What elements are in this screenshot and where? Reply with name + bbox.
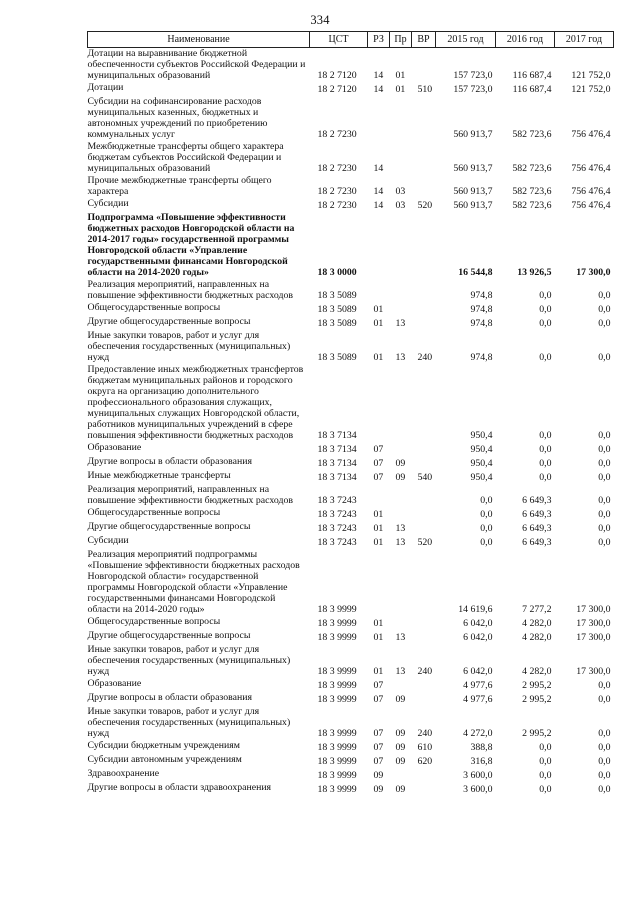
value-2016-cell: 4 282,0 — [522, 618, 552, 629]
header-vr: ВР — [412, 32, 436, 48]
value-2017-cell: 17 300,0 — [576, 618, 611, 629]
value-2016-cell: 2 995,2 — [522, 680, 552, 691]
name-cell: Дотации — [87, 82, 124, 93]
rz-cell: 14 — [373, 163, 384, 174]
table-row — [88, 96, 614, 141]
name-cell: Реализация мероприятий, направленных на повышение эффективности бюджетных расходов — [87, 279, 293, 301]
table-row — [88, 330, 614, 364]
value-2016-cell: 0,0 — [539, 430, 552, 441]
value-2016-cell: 0,0 — [539, 458, 552, 469]
rz-cell: 07 — [373, 458, 384, 469]
table-row — [88, 316, 614, 330]
vr-cell — [412, 456, 436, 470]
name-cell: Предоставление иных межбюджетных трансфертов бюджетам муниципальных районов и городского округа на организацию дополнительного профессионального образования служащих, муниципальных служащих Новгородской области, работников муниципальных учреждений в сфере повышения эффективности бюджетных расходов — [87, 364, 304, 441]
vr-cell — [412, 279, 436, 302]
vr-cell — [412, 768, 436, 782]
table-row — [88, 644, 614, 678]
rz-cell — [368, 279, 390, 302]
name-cell: Другие общегосударственные вопросы — [87, 630, 251, 641]
value-2016-cell: 0,0 — [539, 784, 552, 795]
value-2015-cell: 560 913,7 — [453, 129, 493, 140]
vr-cell — [412, 521, 436, 535]
value-2017-cell: 0,0 — [598, 352, 611, 363]
value-2017-cell: 756 476,4 — [571, 163, 611, 174]
value-2015-cell: 974,8 — [470, 290, 493, 301]
value-2015-cell: 6 042,0 — [463, 632, 493, 643]
table-row — [88, 616, 614, 630]
rz-cell: 01 — [373, 318, 384, 329]
pr-cell — [390, 768, 412, 782]
vr-cell: 240 — [417, 728, 433, 739]
name-cell: Общегосударственные вопросы — [87, 616, 221, 627]
vr-cell — [412, 48, 436, 83]
name-cell: Другие общегосударственные вопросы — [87, 521, 251, 532]
pr-cell — [390, 364, 412, 442]
vr-cell — [412, 316, 436, 330]
rz-cell — [368, 212, 390, 279]
value-2016-cell: 6 649,3 — [522, 495, 552, 506]
pr-cell: 09 — [395, 472, 406, 483]
name-cell: Другие общегосударственные вопросы — [87, 316, 251, 327]
pr-cell: 01 — [395, 84, 406, 95]
value-2017-cell: 17 300,0 — [576, 666, 611, 677]
table-row — [88, 507, 614, 521]
value-2015-cell: 157 723,0 — [453, 70, 493, 81]
value-2017-cell: 0,0 — [598, 444, 611, 455]
pr-cell — [390, 484, 412, 507]
pr-cell: 01 — [395, 70, 406, 81]
value-2015-cell: 4 977,6 — [463, 694, 493, 705]
value-2017-cell: 17 300,0 — [576, 267, 611, 278]
value-2017-cell: 0,0 — [598, 495, 611, 506]
cst-cell: 18 3 7243 — [317, 523, 357, 534]
cst-cell: 18 3 7134 — [317, 472, 357, 483]
table-row — [88, 302, 614, 316]
value-2017-cell: 756 476,4 — [571, 200, 611, 211]
name-cell: Подпрограмма «Повышение эффективности бюджетных расходов Новгородской области на 2014-2017 годы» государственной программы Новгородской области «Управление государственными финансами Новгородской области на 2014-2020 годы» — [87, 212, 295, 278]
value-2017-cell: 756 476,4 — [571, 186, 611, 197]
rz-cell: 01 — [373, 304, 384, 315]
cst-cell: 18 3 9999 — [317, 694, 357, 705]
page-number: 334 — [310, 13, 330, 27]
name-cell: Другие вопросы в области здравоохранения — [87, 782, 272, 793]
value-2017-cell: 0,0 — [598, 472, 611, 483]
pr-cell: 09 — [395, 694, 406, 705]
value-2016-cell: 4 282,0 — [522, 666, 552, 677]
rz-cell: 07 — [373, 742, 384, 753]
table-row — [88, 175, 614, 198]
cst-cell: 18 3 9999 — [317, 742, 357, 753]
name-cell: Субсидии — [87, 535, 129, 546]
value-2016-cell: 0,0 — [539, 770, 552, 781]
rz-cell: 01 — [373, 666, 384, 677]
value-2016-cell: 116 687,4 — [512, 84, 552, 95]
cst-cell: 18 3 5089 — [317, 304, 357, 315]
table-row — [88, 442, 614, 456]
rz-cell: 14 — [373, 200, 384, 211]
rz-cell — [368, 364, 390, 442]
cst-cell: 18 3 9999 — [317, 618, 357, 629]
value-2015-cell: 14 619,6 — [458, 604, 493, 615]
cst-cell: 18 3 7134 — [317, 458, 357, 469]
value-2016-cell: 6 649,3 — [522, 509, 552, 520]
pr-cell — [390, 442, 412, 456]
vr-cell: 620 — [417, 756, 433, 767]
name-cell: Межбюджетные трансферты общего характера бюджетам субъектов Российской Федерации и муниципальных образований — [87, 141, 284, 174]
pr-cell: 13 — [395, 632, 406, 643]
table-row — [88, 470, 614, 484]
pr-cell: 13 — [395, 537, 406, 548]
value-2016-cell: 6 649,3 — [522, 537, 552, 548]
name-cell: Реализация мероприятий подпрограммы «Повышение эффективности бюджетных расходов Новгородской области» государственной программы Новгородской области «Управление государственными финансами Новгородской области на 2014-2020 годы» — [87, 549, 300, 615]
cst-cell: 18 2 7230 — [317, 163, 357, 174]
value-2015-cell: 950,4 — [470, 444, 493, 455]
value-2017-cell: 0,0 — [598, 304, 611, 315]
cst-cell: 18 2 7120 — [317, 70, 357, 81]
table-row — [88, 754, 614, 768]
header-2015: 2015 год — [436, 32, 496, 48]
value-2015-cell: 0,0 — [480, 537, 493, 548]
value-2015-cell: 560 913,7 — [453, 163, 493, 174]
value-2015-cell: 560 913,7 — [453, 186, 493, 197]
rz-cell: 09 — [373, 784, 384, 795]
value-2016-cell: 582 723,6 — [512, 163, 552, 174]
name-cell: Субсидии на софинансирование расходов муниципальных казенных, бюджетных и автономных учреждений по приобретению коммунальных услуг — [87, 96, 268, 140]
value-2017-cell: 0,0 — [598, 784, 611, 795]
value-2016-cell: 582 723,6 — [512, 129, 552, 140]
value-2015-cell: 388,8 — [470, 742, 493, 753]
pr-cell — [390, 279, 412, 302]
value-2016-cell: 0,0 — [539, 756, 552, 767]
pr-cell — [390, 302, 412, 316]
value-2016-cell: 0,0 — [539, 304, 552, 315]
table-row — [88, 141, 614, 175]
value-2015-cell: 950,4 — [470, 430, 493, 441]
value-2015-cell: 0,0 — [480, 523, 493, 534]
rz-cell: 07 — [373, 728, 384, 739]
value-2016-cell: 0,0 — [539, 318, 552, 329]
value-2015-cell: 316,8 — [470, 756, 493, 767]
name-cell: Другие вопросы в области образования — [87, 692, 252, 703]
header-name: Наименование — [88, 32, 310, 48]
value-2015-cell: 4 977,6 — [463, 680, 493, 691]
pr-cell — [390, 616, 412, 630]
rz-cell: 09 — [373, 770, 384, 781]
vr-cell — [412, 507, 436, 521]
vr-cell — [412, 549, 436, 616]
cst-cell: 18 3 9999 — [317, 604, 357, 615]
rz-cell — [368, 484, 390, 507]
vr-cell: 610 — [417, 742, 433, 753]
vr-cell — [412, 442, 436, 456]
pr-cell: 03 — [395, 200, 406, 211]
pr-cell — [390, 141, 412, 175]
value-2017-cell: 17 300,0 — [576, 632, 611, 643]
rz-cell — [368, 96, 390, 141]
value-2017-cell: 0,0 — [598, 742, 611, 753]
name-cell: Общегосударственные вопросы — [87, 507, 221, 518]
vr-cell: 510 — [417, 84, 433, 95]
cst-cell: 18 2 7230 — [317, 186, 357, 197]
rz-cell: 07 — [373, 694, 384, 705]
pr-cell: 03 — [395, 186, 406, 197]
value-2015-cell: 974,8 — [470, 304, 493, 315]
pr-cell — [390, 549, 412, 616]
cst-cell: 18 3 7134 — [317, 444, 357, 455]
vr-cell — [412, 484, 436, 507]
vr-cell: 520 — [417, 200, 433, 211]
value-2017-cell: 756 476,4 — [571, 129, 611, 140]
cst-cell: 18 3 9999 — [317, 770, 357, 781]
cst-cell: 18 3 9999 — [317, 666, 357, 677]
table-row — [88, 456, 614, 470]
value-2015-cell: 157 723,0 — [453, 84, 493, 95]
table-row — [88, 82, 614, 96]
value-2015-cell: 950,4 — [470, 472, 493, 483]
name-cell: Субсидии — [87, 198, 129, 209]
rz-cell: 14 — [373, 186, 384, 197]
name-cell: Дотации на выравнивание бюджетной обеспеченности субъектов Российской Федерации и муниципальных образований — [87, 48, 306, 81]
cst-cell: 18 3 7134 — [317, 430, 357, 441]
rz-cell: 14 — [373, 70, 384, 81]
cst-cell: 18 3 5089 — [317, 318, 357, 329]
value-2017-cell: 0,0 — [598, 537, 611, 548]
value-2017-cell: 0,0 — [598, 430, 611, 441]
value-2016-cell: 0,0 — [539, 742, 552, 753]
value-2015-cell: 560 913,7 — [453, 200, 493, 211]
value-2017-cell: 0,0 — [598, 694, 611, 705]
name-cell: Реализация мероприятий, направленных на повышение эффективности бюджетных расходов — [87, 484, 293, 506]
value-2017-cell: 0,0 — [598, 290, 611, 301]
pr-cell — [390, 507, 412, 521]
value-2016-cell: 0,0 — [539, 444, 552, 455]
value-2015-cell: 974,8 — [470, 318, 493, 329]
vr-cell — [412, 364, 436, 442]
vr-cell — [412, 616, 436, 630]
value-2016-cell: 7 277,2 — [522, 604, 552, 615]
value-2016-cell: 582 723,6 — [512, 186, 552, 197]
rz-cell: 07 — [373, 472, 384, 483]
value-2016-cell: 2 995,2 — [522, 694, 552, 705]
table-row — [88, 549, 614, 616]
value-2015-cell: 3 600,0 — [463, 770, 493, 781]
cst-cell: 18 2 7230 — [317, 200, 357, 211]
rz-cell: 01 — [373, 618, 384, 629]
header-rz: РЗ — [368, 32, 390, 48]
table-body — [88, 48, 614, 797]
vr-cell — [412, 782, 436, 796]
vr-cell: 540 — [417, 472, 433, 483]
table-row — [88, 521, 614, 535]
name-cell: Образование — [87, 442, 142, 453]
value-2015-cell: 3 600,0 — [463, 784, 493, 795]
value-2016-cell: 13 926,5 — [517, 267, 552, 278]
rz-cell: 07 — [373, 444, 384, 455]
rz-cell: 01 — [373, 509, 384, 520]
header-2017: 2017 год — [555, 32, 614, 48]
cst-cell: 18 3 9999 — [317, 784, 357, 795]
vr-cell — [412, 212, 436, 279]
cst-cell: 18 3 0000 — [317, 267, 357, 278]
header-pr: Пр — [390, 32, 412, 48]
budget-table — [87, 31, 614, 796]
table-row — [88, 198, 614, 212]
table-row — [88, 364, 614, 442]
header-2016: 2016 год — [496, 32, 555, 48]
value-2016-cell: 0,0 — [539, 352, 552, 363]
pr-cell — [390, 96, 412, 141]
cst-cell: 18 3 9999 — [317, 756, 357, 767]
table-row — [88, 740, 614, 754]
table-row — [88, 706, 614, 740]
vr-cell: 240 — [417, 666, 433, 677]
name-cell: Субсидии бюджетным учреждениям — [87, 740, 240, 751]
name-cell: Здравоохранение — [87, 768, 160, 779]
value-2017-cell: 17 300,0 — [576, 604, 611, 615]
rz-cell: 07 — [373, 756, 384, 767]
table-row — [88, 692, 614, 706]
rz-cell — [368, 549, 390, 616]
cst-cell: 18 3 9999 — [317, 728, 357, 739]
pr-cell: 13 — [395, 352, 406, 363]
table-row — [88, 630, 614, 644]
table-row — [88, 678, 614, 692]
value-2015-cell: 4 272,0 — [463, 728, 493, 739]
cst-cell: 18 3 5089 — [317, 290, 357, 301]
name-cell: Субсидии автономным учреждениям — [87, 754, 242, 765]
table-row — [88, 212, 614, 279]
value-2017-cell: 0,0 — [598, 770, 611, 781]
value-2015-cell: 6 042,0 — [463, 618, 493, 629]
rz-cell: 01 — [373, 632, 384, 643]
pr-cell: 13 — [395, 318, 406, 329]
value-2016-cell: 582 723,6 — [512, 200, 552, 211]
vr-cell: 520 — [417, 537, 433, 548]
cst-cell: 18 3 7243 — [317, 509, 357, 520]
name-cell: Иные закупки товаров, работ и услуг для обеспечения государственных (муниципальных) нужд — [87, 644, 291, 677]
value-2015-cell: 974,8 — [470, 352, 493, 363]
name-cell: Иные закупки товаров, работ и услуг для обеспечения государственных (муниципальных) нужд — [87, 706, 291, 739]
pr-cell: 09 — [395, 756, 406, 767]
cst-cell: 18 3 5089 — [317, 352, 357, 363]
table-row — [88, 782, 614, 796]
value-2016-cell: 116 687,4 — [512, 70, 552, 81]
cst-cell: 18 3 9999 — [317, 632, 357, 643]
table-row — [88, 535, 614, 549]
vr-cell — [412, 678, 436, 692]
pr-cell: 09 — [395, 742, 406, 753]
value-2016-cell: 0,0 — [539, 472, 552, 483]
value-2017-cell: 0,0 — [598, 523, 611, 534]
value-2015-cell: 16 544,8 — [458, 267, 493, 278]
header-row — [88, 32, 614, 48]
rz-cell: 01 — [373, 523, 384, 534]
rz-cell: 14 — [373, 84, 384, 95]
value-2016-cell: 2 995,2 — [522, 728, 552, 739]
value-2017-cell: 121 752,0 — [571, 70, 611, 81]
vr-cell — [412, 630, 436, 644]
rz-cell: 01 — [373, 352, 384, 363]
value-2015-cell: 6 042,0 — [463, 666, 493, 677]
name-cell: Иные закупки товаров, работ и услуг для обеспечения государственных (муниципальных) нужд — [87, 330, 291, 363]
pr-cell: 13 — [395, 666, 406, 677]
name-cell: Образование — [87, 678, 142, 689]
table-row — [88, 484, 614, 507]
value-2016-cell: 6 649,3 — [522, 523, 552, 534]
value-2017-cell: 0,0 — [598, 458, 611, 469]
value-2017-cell: 0,0 — [598, 728, 611, 739]
pr-cell: 09 — [395, 728, 406, 739]
value-2017-cell: 0,0 — [598, 509, 611, 520]
name-cell: Другие вопросы в области образования — [87, 456, 252, 467]
value-2015-cell: 950,4 — [470, 458, 493, 469]
pr-cell: 09 — [395, 784, 406, 795]
vr-cell — [412, 141, 436, 175]
value-2016-cell: 0,0 — [539, 290, 552, 301]
pr-cell: 09 — [395, 458, 406, 469]
vr-cell — [412, 692, 436, 706]
cst-cell: 18 3 9999 — [317, 680, 357, 691]
value-2017-cell: 0,0 — [598, 318, 611, 329]
table-row — [88, 48, 614, 83]
name-cell: Общегосударственные вопросы — [87, 302, 221, 313]
value-2017-cell: 0,0 — [598, 680, 611, 691]
value-2015-cell: 0,0 — [480, 509, 493, 520]
cst-cell: 18 3 7243 — [317, 495, 357, 506]
cst-cell: 18 2 7120 — [317, 84, 357, 95]
pr-cell — [390, 678, 412, 692]
cst-cell: 18 2 7230 — [317, 129, 357, 140]
rz-cell: 01 — [373, 537, 384, 548]
cst-cell: 18 3 7243 — [317, 537, 357, 548]
name-cell: Прочие межбюджетные трансферты общего характера — [87, 175, 272, 197]
vr-cell — [412, 175, 436, 198]
table-row — [88, 768, 614, 782]
name-cell: Иные межбюджетные трансферты — [87, 470, 231, 481]
vr-cell — [412, 302, 436, 316]
value-2017-cell: 121 752,0 — [571, 84, 611, 95]
pr-cell: 13 — [395, 523, 406, 534]
vr-cell: 240 — [417, 352, 433, 363]
table-row — [88, 279, 614, 302]
value-2015-cell: 0,0 — [480, 495, 493, 506]
header-cst: ЦСТ — [310, 32, 368, 48]
vr-cell — [412, 96, 436, 141]
value-2017-cell: 0,0 — [598, 756, 611, 767]
pr-cell — [390, 212, 412, 279]
value-2016-cell: 4 282,0 — [522, 632, 552, 643]
rz-cell: 07 — [373, 680, 384, 691]
